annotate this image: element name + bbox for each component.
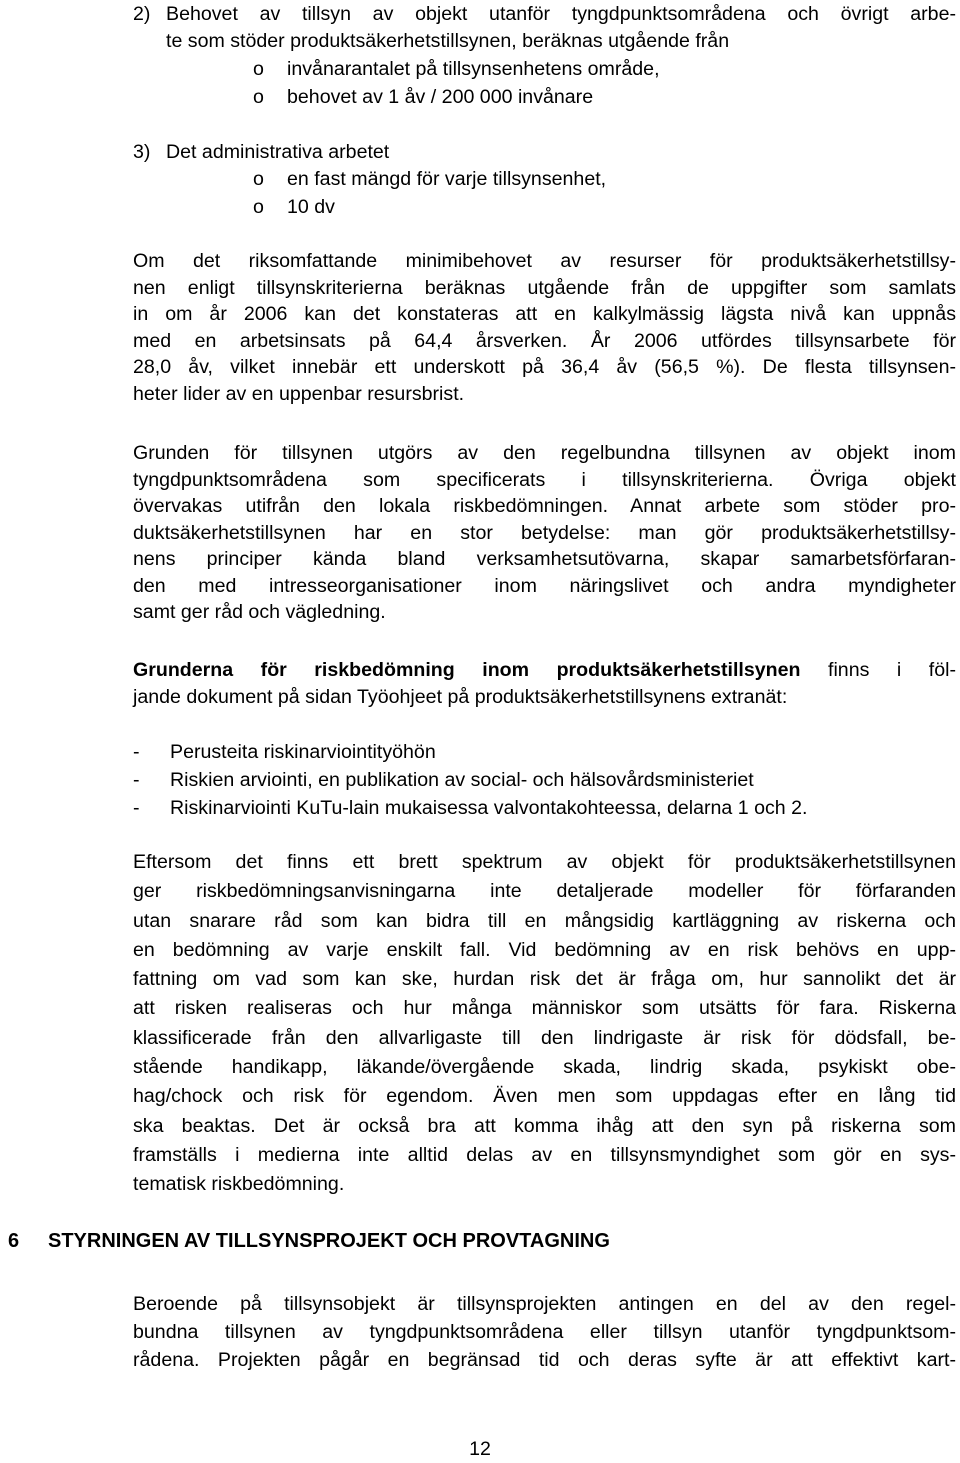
item-number: 3)	[133, 141, 151, 163]
bullet-icon: o	[253, 196, 264, 218]
item-text: Det administrativa arbetet	[166, 141, 390, 163]
bullet-icon: o	[253, 86, 264, 108]
paragraph	[133, 848, 956, 1200]
text-line: fattning om vad som kan ske, hurdan risk det är fråga om, hur sannolikt det är	[133, 968, 956, 991]
text-line: en bedömning av varje enskilt fall. Vid bedömning av en risk behövs en upp-	[133, 938, 956, 961]
text-line: med en arbetsinsats på 64,4 årsverken. År 2006 utfördes tillsynsarbete för	[133, 329, 956, 352]
item-text	[166, 1, 956, 54]
text-line: utan snarare råd som kan bidra till en mångsidig kartläggning av riskerna och	[133, 909, 956, 932]
text-line: nens principer kända bland verksamhetsutövarna, skapar samarbetsförfaran-	[133, 548, 956, 570]
text-line: heter lider av en uppenbar resursbrist.	[133, 382, 465, 405]
text-line: samt ger råd och vägledning.	[133, 601, 386, 623]
bullet-icon: o	[253, 58, 264, 80]
bold-lead: Grunderna för riskbedömning inom produktsäkerhetstillsynen	[133, 659, 801, 681]
item-number: 2)	[133, 3, 151, 25]
text-line: Beroende på tillsynsobjekt är tillsynsprojekten antingen en del av den regel-	[133, 1293, 956, 1315]
dash-bullet: -	[133, 741, 140, 763]
text-line: nen enligt tillsynskriterierna beräknas utgående från de uppgifter som samlats	[133, 276, 956, 299]
text-line: 28,0 åv, vilket innebär ett underskott på 36,4 åv (56,5 %). De flesta tillsynsen-	[133, 356, 956, 378]
sub-item-text: 10 dv	[287, 196, 335, 218]
text-line: den med intresseorganisationer inom näringslivet och andra myndigheter	[133, 574, 956, 597]
text-line	[133, 657, 956, 684]
bullet-icon: o	[253, 168, 264, 190]
sub-item-text: en fast mängd för varje tillsynsenhet,	[287, 168, 607, 190]
text-line: klassificerade från den allvarligaste till den lindrigaste är risk för dödsfall, be-	[133, 1026, 956, 1049]
page-number: 12	[469, 1438, 491, 1460]
list-item-text: Riskien arviointi, en publikation av social- och hälsovårdsministeriet	[170, 769, 754, 791]
paragraph	[133, 440, 956, 626]
paragraph	[133, 248, 956, 407]
text-line: stående handikapp, läkande/övergående skada, lindrig skada, psykiskt obe-	[133, 1056, 956, 1079]
list-item-text: Perusteita riskinarviointityöhön	[170, 741, 436, 763]
text-line: ska beaktas. Det är också bra att komma ihåg att den syn på riskerna som	[133, 1114, 956, 1137]
text-line: övervakas utifrån den lokala riskbedömningen. Annat arbete som stöder pro-	[133, 495, 956, 517]
text-line: Eftersom det finns ett brett spektrum av objekt för produktsäkerhetstillsynen	[133, 851, 956, 873]
dash-bullet: -	[133, 797, 140, 819]
text-line: framställs i medierna inte alltid delas av en tillsynsmyndighet som gör en sys-	[133, 1143, 956, 1166]
text-line: att risken realiseras och hur många människor som utsätts för fara. Riskerna	[133, 997, 956, 1020]
sub-item-text: behovet av 1 åv / 200 000 invånare	[287, 86, 594, 108]
list-item-text: Riskinarviointi KuTu-lain mukaisessa valvontakohteessa, delarna 1 och 2.	[170, 797, 808, 819]
paragraph	[133, 657, 956, 710]
text-line: rådena. Projekten pågår en begränsad tid och deras syfte är att effektivt kart-	[133, 1349, 956, 1371]
text-line: bundna tillsynen av tyngdpunktsområdena eller tillsyn utanför tyngdpunktsom-	[133, 1321, 956, 1343]
text-line: jande dokument på sidan Työohjeet på produktsäkerhetstillsynens extranät:	[133, 685, 788, 708]
text-line: tematisk riskbedömning.	[133, 1173, 345, 1196]
text-line: hag/chock och risk för egendom. Även men som uppdagas efter en lång tid	[133, 1085, 956, 1108]
text-line: te som stöder produktsäkerhetstillsynen, beräknas utgående från	[166, 29, 730, 52]
section-title: STYRNINGEN AV TILLSYNSPROJEKT OCH PROVTAGNING	[48, 1230, 610, 1252]
text-line: tyngdpunktsområdena som specificerats i tillsynskriterierna. Övriga objekt	[133, 468, 956, 491]
text-run: finns i föl-	[800, 659, 957, 681]
paragraph	[133, 1290, 956, 1374]
text-line: Behovet av tillsyn av objekt utanför tyngdpunktsområdena och övrigt arbe-	[166, 3, 956, 25]
text-line: Om det riksomfattande minimibehovet av resurser för produktsäkerhetstillsy-	[133, 250, 956, 272]
section-number: 6	[8, 1230, 20, 1252]
text-line: in om år 2006 kan det konstateras att en kalkylmässig lägsta nivå kan uppnås	[133, 303, 956, 325]
text-line: duktsäkerhetstillsynen har en stor betydelse: man gör produktsäkerhetstillsy-	[133, 521, 956, 544]
text-line: Grunden för tillsynen utgörs av den regelbundna tillsynen av objekt inom	[133, 442, 956, 464]
dash-bullet: -	[133, 769, 140, 791]
sub-item-text: invånarantalet på tillsynsenhetens område,	[287, 58, 660, 80]
text-line: ger riskbedömningsanvisningarna inte detaljerade modeller för förfaranden	[133, 880, 956, 903]
